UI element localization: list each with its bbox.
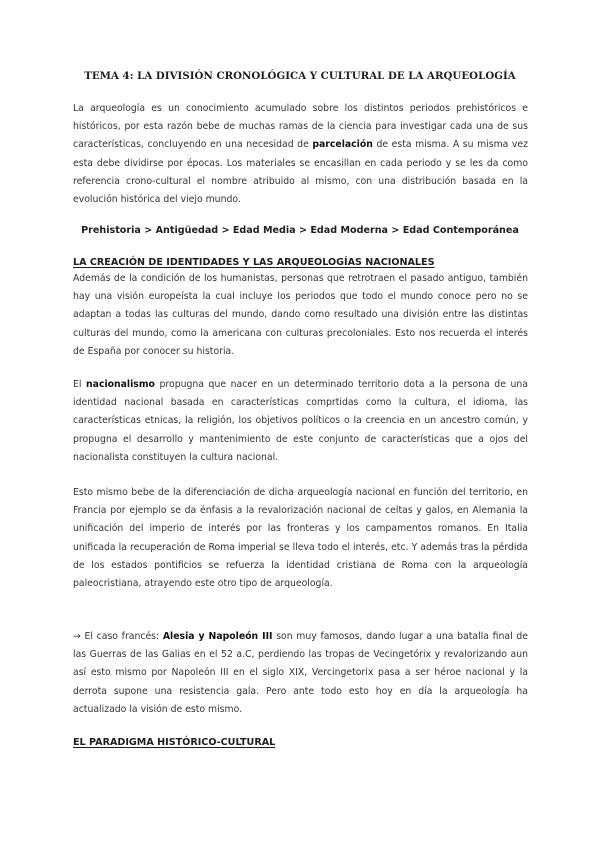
paragraph-territorio	[73, 484, 528, 593]
paragraph-caso-frances-pre: → El caso francés:	[73, 631, 163, 642]
intro-paragraph	[73, 100, 528, 209]
intro-text-2: de esta misma. A su misma vez esta debe dividirse por épocas. Los materiales se encasillan en cada periodo y se les da como referencia crono-cultural el nombre atribuido al mismo, con una distribución basada en la evolución histórica del viejo mundo.	[73, 139, 529, 206]
section-heading-paradigma: EL PARADIGMA HISTÓRICO-CULTURAL	[73, 737, 276, 748]
paragraph-humanistas	[73, 270, 528, 361]
paragraph-caso-frances-post: son muy famosos, dando lugar a una batalla final de las Guerras de las Galias en el 52 a.C, perdiendo las tropas de Vecingetórix y revalorizando aun así esto mismo por Napoleón III en el siglo XIX, Vercingetorix pasa a ser héroe nacional y la derrota supone una resistencia gala. Pero ante todo esto hoy en día la arqueología ha actualizado la visión de esto mismo.	[73, 631, 528, 715]
chronology-line: Prehistoria > Antigüedad > Edad Media > Edad Moderna > Edad Contemporánea	[81, 225, 519, 236]
paragraph-humanistas-text: Además de la condición de los humanistas, personas que retrotraen el pasado antiguo, también hay una visión europeísta la cual incluye los periodos que todo el mundo conoce pero no se adaptan a todas las culturas del mundo, dando como resultado una división entre las distintas culturas del mundo, como la americana con culturas precoloniales. Esto nos recuerda el interés de España por conocer su historia.	[73, 273, 528, 357]
paragraph-nacionalismo-bold: nacionalismo	[86, 379, 155, 390]
paragraph-caso-frances-bold: Alesia y Napoleón III	[162, 631, 273, 642]
intro-text-1: La arqueología es un conocimiento acumulado sobre los distintos periodos prehistóricos e históricos, por esta razón bebe de muchas ramas de la ciencia para investigar cada una de sus características, concluyendo en una necesidad de	[73, 103, 528, 151]
section-heading-identidades: LA CREACIÓN DE IDENTIDADES Y LAS ARQUEOLOGÍAS NACIONALES	[73, 257, 435, 268]
intro-bold-term: parcelación	[312, 139, 373, 151]
paragraph-nacionalismo-pre: El	[73, 379, 87, 390]
paragraph-nacionalismo	[73, 376, 528, 467]
paragraph-nacionalismo-post: propugna que nacer en un determinado territorio dota a la persona de una identidad nacional basada en características comprtidas como la cultura, el idioma, las características etnicas, la religión, los objetivos políticos o la creencia en un ancestro común, y propugna el desarrollo y mantenimiento de este conjunto de características que a ojos del nacionalista constituyen la cultura nacional.	[73, 379, 528, 463]
paragraph-territorio-text: Esto mismo bebe de la diferenciación de dicha arqueología nacional en función del territorio, en Francia por ejemplo se da énfasis a la revalorización nacional de celtas y galos, en Alemania la unificación del imperio de interés por las fronteras y los campamentos romanos. En Italia unificada la recuperación de Roma imperial se lleva todo el interés, etc. Y además tras la pérdida de los estados pontificios se refuerza la identidad cristiana de Roma con la arqueología paleocristiana, atrayendo este otro tipo de arqueología.	[73, 487, 528, 590]
paragraph-caso-frances	[73, 628, 528, 719]
document-title: TEMA 4: LA DIVISIÓN CRONOLÓGICA Y CULTURAL DE LA ARQUEOLOGÍA	[84, 70, 516, 82]
